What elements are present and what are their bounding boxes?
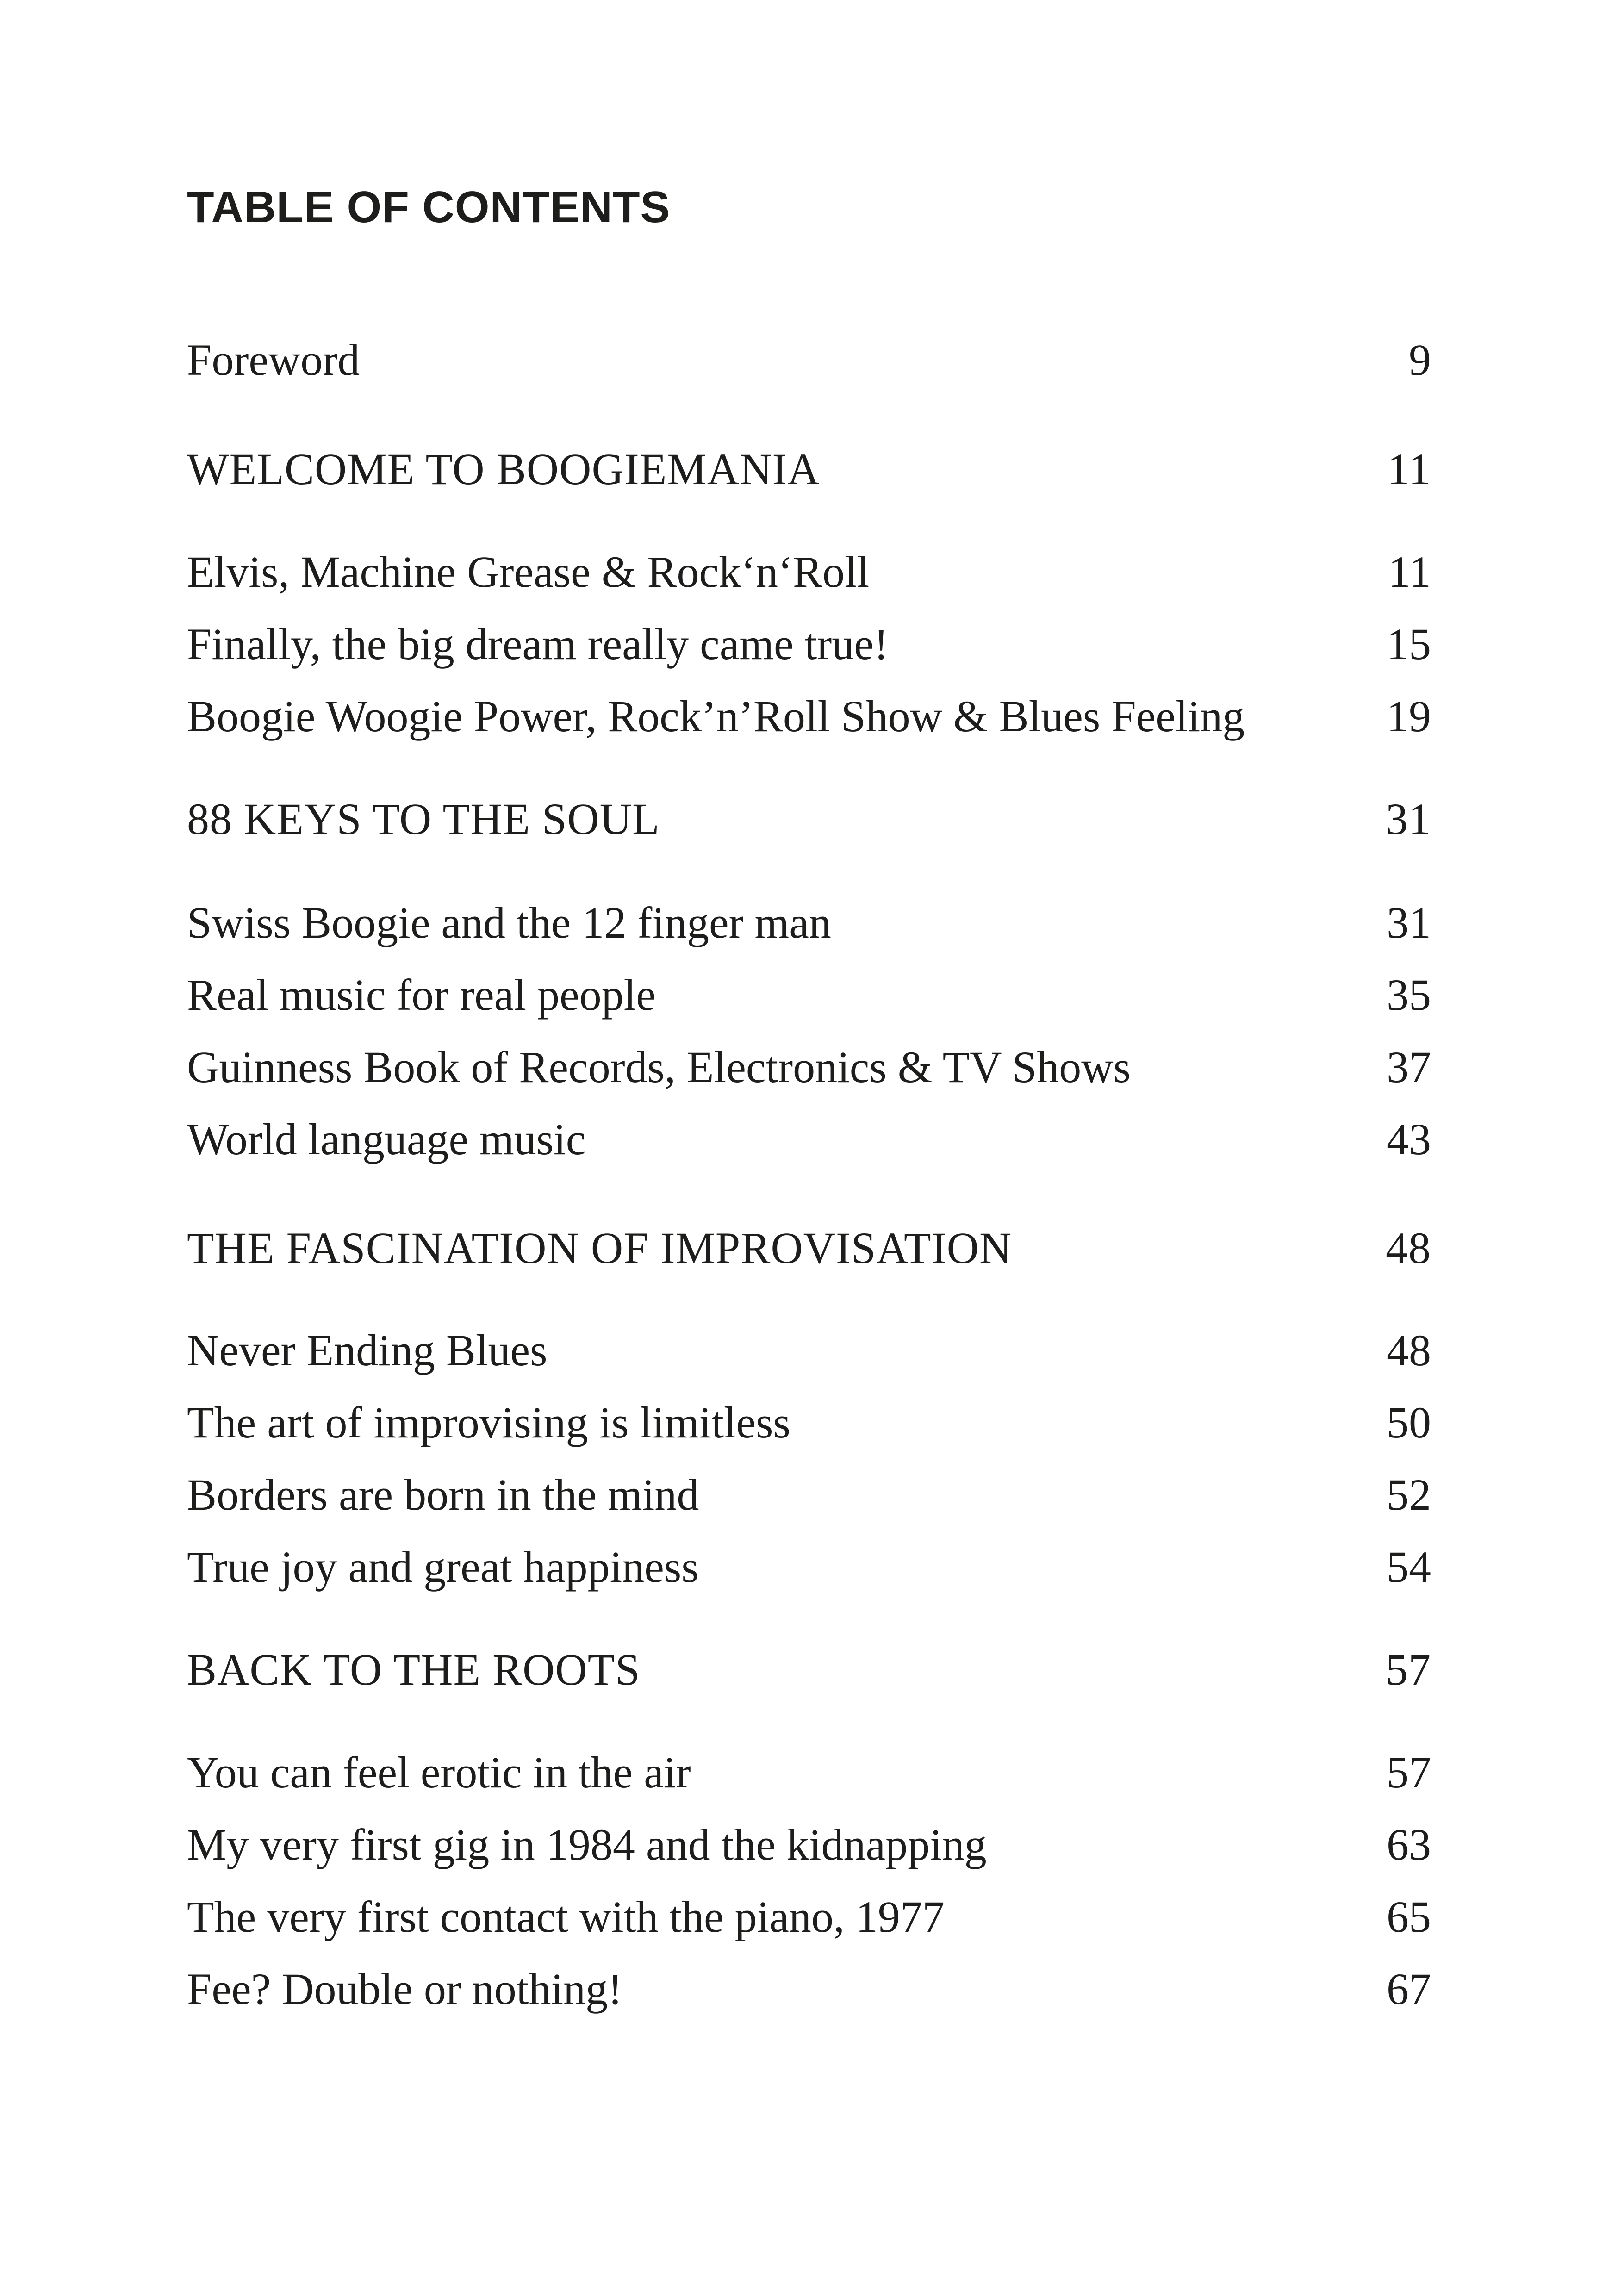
toc-entry-page: 67: [1387, 1964, 1431, 2014]
toc-entry-page: 19: [1387, 691, 1431, 741]
toc-entry-page: 65: [1387, 1892, 1431, 1941]
toc-section-title: THE FASCINATION OF IMPROVISATION: [187, 1223, 1012, 1273]
toc-entry: [187, 1320, 1431, 1381]
toc-entry-title: Never Ending Blues: [187, 1325, 548, 1375]
toc-entry-page: 31: [1387, 898, 1431, 947]
toc-entry: [187, 1742, 1431, 1803]
toc-section-title: WELCOME TO BOOGIEMANIA: [187, 444, 820, 494]
toc-section-page: 11: [1387, 444, 1431, 494]
toc-entry-title: Guinness Book of Records, Electronics & TV Shows: [187, 1042, 1131, 1092]
toc-section-page: 31: [1386, 794, 1431, 844]
toc-entry-title: Finally, the big dream really came true!: [187, 619, 889, 669]
toc-entry-title: The very first contact with the piano, 1977: [187, 1892, 945, 1941]
toc-entry-page: 11: [1388, 547, 1431, 597]
toc-section-page: 48: [1386, 1223, 1431, 1273]
toc-entry-page: 15: [1387, 619, 1431, 669]
toc-section: [187, 1640, 1431, 1700]
toc-entry: [187, 542, 1431, 602]
toc-entry: [187, 330, 1431, 390]
toc-entry-title: The art of improvising is limitless: [187, 1398, 790, 1447]
page-title: TABLE OF CONTENTS: [187, 182, 671, 232]
toc-entry: [187, 1109, 1431, 1170]
toc-entry-title: You can feel erotic in the air: [187, 1748, 691, 1797]
toc-entry-page: 50: [1387, 1398, 1431, 1447]
toc-entry-page: 52: [1387, 1470, 1431, 1519]
toc-entry: [187, 1815, 1431, 1875]
toc-entry-title: Boogie Woogie Power, Rock’n’Roll Show & Blues Feeling: [187, 691, 1245, 741]
toc-entry: [187, 1959, 1431, 2019]
toc-entry: [187, 893, 1431, 953]
toc-entry-page: 37: [1387, 1042, 1431, 1092]
toc-entry: [187, 1465, 1431, 1525]
toc-section-title: 88 KEYS TO THE SOUL: [187, 794, 660, 844]
toc-section: [187, 789, 1431, 849]
toc-entry: [187, 1037, 1431, 1097]
toc-entry-title: True joy and great happiness: [187, 1542, 699, 1592]
toc-entry-page: 48: [1387, 1325, 1431, 1375]
toc-entry-page: 57: [1387, 1748, 1431, 1797]
toc-entry-title: Real music for real people: [187, 970, 656, 1020]
toc-entry-title: Swiss Boogie and the 12 finger man: [187, 898, 831, 947]
toc-entry-page: 35: [1387, 970, 1431, 1020]
toc-entry-page: 9: [1409, 335, 1431, 385]
toc-entry-page: 43: [1387, 1114, 1431, 1164]
toc-entry: [187, 614, 1431, 674]
toc-entry: [187, 686, 1431, 747]
toc-section-page: 57: [1386, 1645, 1431, 1694]
toc-entry-title: Fee? Double or nothing!: [187, 1964, 623, 2014]
toc-entry: [187, 1393, 1431, 1453]
toc-entry-title: My very first gig in 1984 and the kidnapping: [187, 1820, 987, 1869]
toc-entry: [187, 1537, 1431, 1597]
toc-section: [187, 1218, 1431, 1278]
toc-entry-page: 54: [1387, 1542, 1431, 1592]
toc-entry-title: Elvis, Machine Grease & Rock‘n‘Roll: [187, 547, 870, 597]
toc-section: [187, 439, 1431, 499]
toc-entry-title: World language music: [187, 1114, 586, 1164]
toc-entry-title: Borders are born in the mind: [187, 1470, 699, 1519]
toc-entry: [187, 1887, 1431, 1947]
toc-entry-page: 63: [1387, 1820, 1431, 1869]
toc-section-title: BACK TO THE ROOTS: [187, 1645, 641, 1694]
toc-entry: [187, 965, 1431, 1025]
toc-entry-title: Foreword: [187, 335, 360, 385]
